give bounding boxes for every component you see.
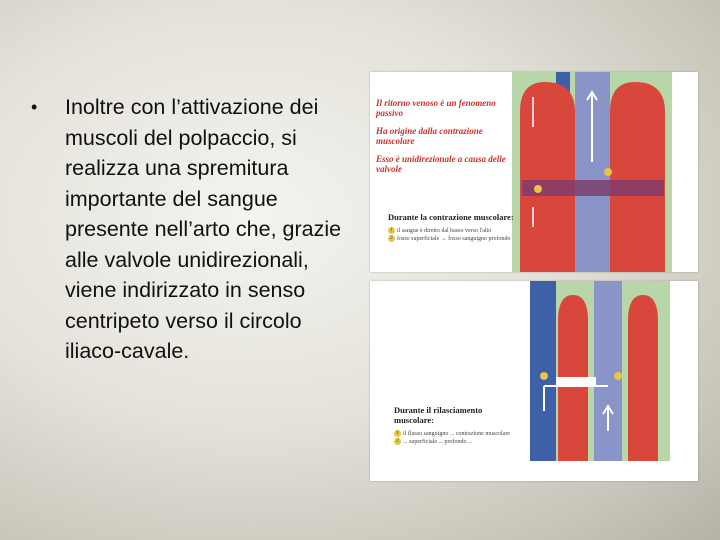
bullet-symbol: •: [31, 97, 38, 117]
compression-band: [522, 180, 664, 196]
bullet-text: Inoltre con l’attivazione dei muscoli del polpaccio, si realizza una spremitura importante del sangue presente nell’arto che, grazie alle valvole unidirezionali, viene indirizzato in senso centripeto verso il circolo iliaco-cavale.: [65, 95, 342, 363]
figure-muscle-contraction: [370, 72, 698, 272]
point-3: Esso è unidirezionale a causa delle valvole: [376, 154, 506, 174]
point-1: Il ritorno venoso è un fenomeno passivo: [376, 98, 496, 118]
right-muscle: [628, 295, 658, 461]
figure-muscle-relaxation: [370, 281, 698, 481]
marker-1: [604, 168, 612, 176]
caption-line: 1 il flusso sanguigno ... contrazione muscolare: [394, 430, 522, 438]
caption-line: 2 ... superficiale ... profondo ...: [394, 438, 522, 446]
marker-2: [614, 372, 622, 380]
figure-points: [376, 98, 506, 174]
point-2: Ha origine dalla contrazione muscolare: [376, 126, 483, 146]
marker-1: [540, 372, 548, 380]
superficial-vein: [530, 281, 556, 461]
left-muscle: [520, 82, 575, 272]
leg-vein-diagram-bottom: [370, 281, 698, 481]
connecting-channel: [556, 377, 596, 385]
bullet-item: [28, 92, 363, 367]
deep-vein: [594, 281, 622, 461]
caption-line: 2 fosso superficiale → fosso sanguigno profondo: [388, 235, 518, 243]
figure-caption: [394, 405, 522, 446]
caption-line: 1 il sangue è diretto dal basso verso l'alto: [388, 227, 518, 235]
caption-title: Durante il rilasciamento muscolare:: [394, 405, 483, 425]
right-muscle: [610, 82, 665, 272]
bullet-list: [28, 92, 363, 367]
caption-title: Durante la contrazione muscolare:: [388, 212, 514, 222]
marker-2: [534, 185, 542, 193]
figure-caption: [388, 212, 518, 243]
